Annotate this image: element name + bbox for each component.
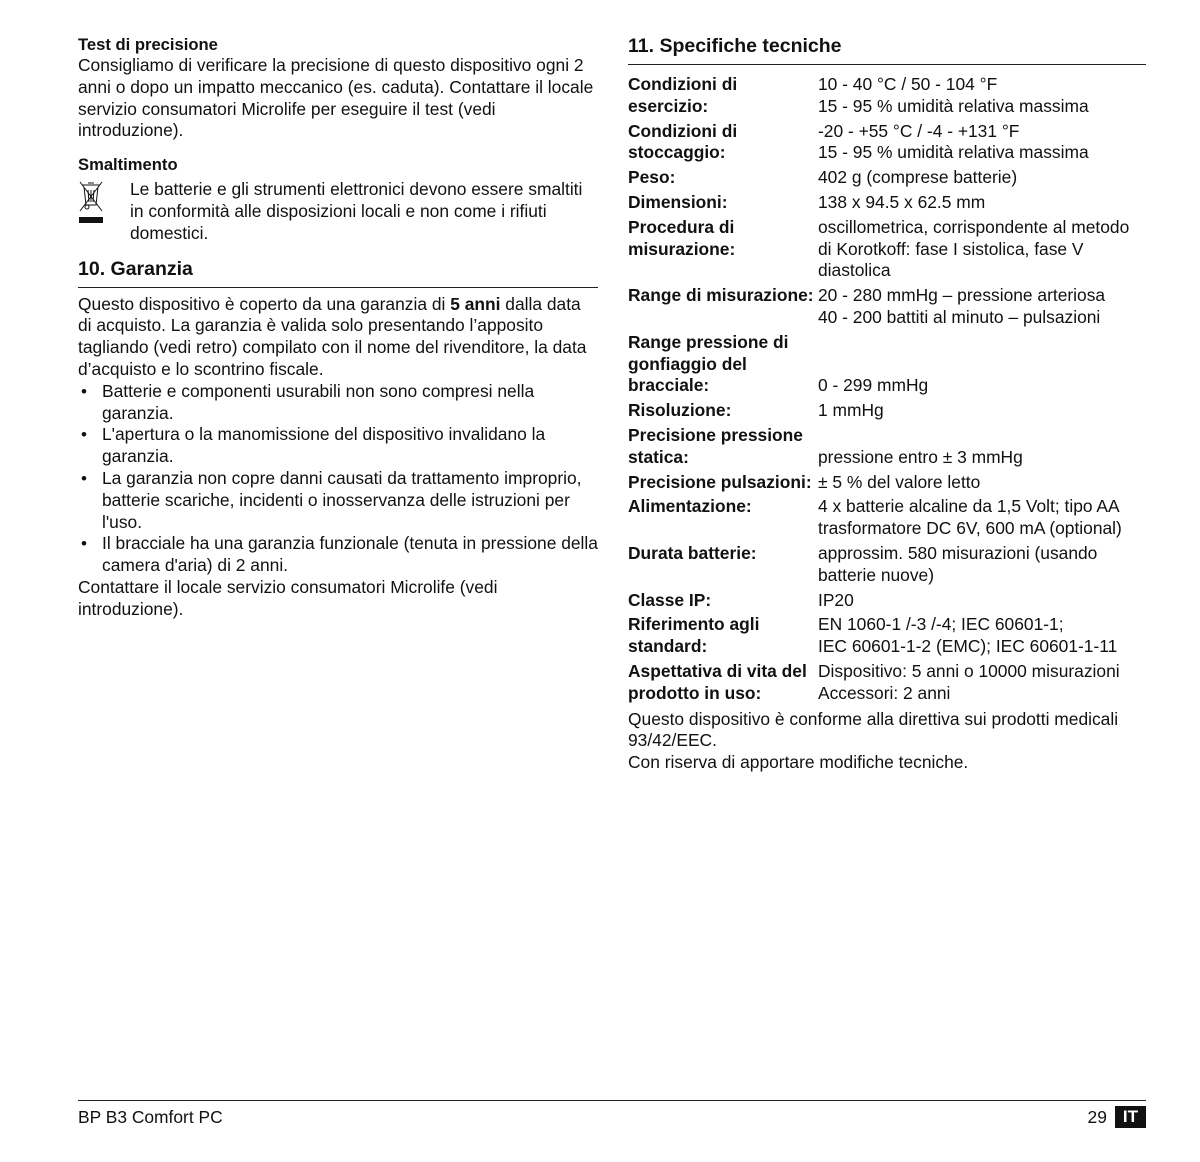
reserve-text: Con riserva di apportare modifiche tecniche. [628, 752, 969, 773]
warranty-years: 5 anni [450, 293, 501, 314]
list-item: • L'apertura o la manomissione del dispositivo invalidano la garanzia. [78, 424, 598, 468]
spec-value: IP20 [818, 589, 854, 610]
spec-value: 4 x batterie alcaline da 1,5 Volt; tipo AA trasformatore DC 6V, 600 mA (optional) [818, 496, 1122, 539]
spec-value: EN 1060-1 /-3 /-4; IEC 60601-1; IEC 60601-1-2 (EMC); IEC 60601-1-11 [818, 614, 1118, 657]
list-item: • Batterie e componenti usurabili non sono compresi nella garanzia. [78, 381, 598, 425]
spec-value: approssim. 580 misurazioni (usando batterie nuove) [818, 542, 1098, 585]
spec-label: Classe IP: [628, 589, 712, 610]
page-number: 29 [1087, 1106, 1107, 1127]
spec-value: 20 - 280 mmHg – pressione arteriosa 40 - 200 battiti al minuto – pulsazioni [818, 285, 1106, 327]
spec-value: 402 g (comprese batterie) [818, 167, 1018, 188]
warranty-text [78, 294, 598, 381]
warranty-heading: 10. Garanzia [78, 257, 598, 288]
spec-label: Dimensioni: [628, 191, 728, 212]
spec-value: 1 mmHg [818, 400, 884, 421]
spec-value: oscillometrica, corrispondente al metodo di Korotkoff: fase I sistolica, fase V diastolica [818, 216, 1130, 281]
spec-label: Procedura di misurazione: [628, 216, 736, 259]
precision-test-heading: Test di precisione [78, 35, 218, 54]
spec-value: 138 x 94.5 x 62.5 mm [818, 191, 986, 212]
precision-test-text: Consigliamo di verificare la precisione di questo dispositivo ogni 2 anni o dopo un impatto meccanico (es. caduta). Contattare il locale servizio consumatori Microlife per eseguire il test (vedi introduzione). [78, 55, 594, 141]
warranty-text-pre: Questo dispositivo è coperto da una garanzia di [78, 293, 451, 314]
warranty-text-post: dalla data di acquisto. La garanzia è valida solo presentando l’apposito tagliando (vedi retro) compilato con il nome del rivenditore, la data d’acquisto e lo scontrino fiscale. [78, 293, 587, 379]
spec-label: Risoluzione: [628, 400, 732, 421]
list-item: • Il bracciale ha una garanzia funzionale (tenuta in pressione della camera d'aria) di 2 anni. [78, 533, 598, 577]
spec-value: 0 - 299 mmHg [818, 375, 929, 396]
crossed-out-wheelie-bin-icon [78, 179, 130, 230]
specs-heading: 11. Specifiche tecniche [628, 34, 1146, 65]
page-info [1088, 1106, 1146, 1128]
spec-label: Durata batterie: [628, 542, 757, 563]
spec-label: Precisione pressione statica: [628, 424, 803, 467]
specs-table [628, 71, 1146, 705]
model-name: BP B3 Comfort PC [78, 1107, 223, 1127]
warranty-bullets [78, 381, 598, 577]
spec-label: Condizioni di stoccaggio: [628, 120, 738, 163]
disposal-block [78, 179, 598, 244]
spec-value: pressione entro ± 3 mmHg [818, 446, 1023, 467]
spec-label: Peso: [628, 167, 676, 188]
spec-label: Alimentazione: [628, 496, 752, 517]
spec-value: ± 5 % del valore letto [818, 471, 981, 492]
spec-value: 10 - 40 °C / 50 - 104 °F 15 - 95 % umidità relativa massima [818, 74, 1089, 116]
spec-label: Aspettativa di vita del prodotto in uso: [628, 660, 807, 703]
spec-value: Dispositivo: 5 anni o 10000 misurazioni Accessori: 2 anni [818, 660, 1120, 703]
list-item: • La garanzia non copre danni causati da trattamento improprio, batterie scariche, incidenti o inosservanza delle istruzioni per l'uso. [78, 468, 598, 533]
disposal-heading: Smaltimento [78, 155, 178, 175]
spec-value: -20 - +55 °C / -4 - +131 °F 15 - 95 % umidità relativa massima [818, 120, 1089, 163]
contact-text: Contattare il locale servizio consumatori Microlife (vedi introduzione). [78, 576, 498, 619]
page-footer [78, 1100, 1146, 1127]
disposal-text: Le batterie e gli strumenti elettronici devono essere smaltiti in conformità alle disposizioni locali e non come i rifiuti domestici. [130, 179, 583, 243]
language-badge: IT [1115, 1106, 1146, 1128]
conformity-text: Questo dispositivo è conforme alla direttiva sui prodotti medicali 93/42/EEC. [628, 708, 1119, 751]
spec-label: Condizioni di esercizio: [628, 74, 738, 116]
spec-label: Riferimento agli standard: [628, 614, 760, 657]
spec-label: Range pressione di gonfiaggio del bracciale: [628, 331, 789, 396]
right-column [628, 34, 1146, 774]
spec-label: Range di misurazione: [628, 285, 814, 306]
left-column [78, 34, 598, 621]
spec-label: Precisione pulsazioni: [628, 471, 812, 492]
